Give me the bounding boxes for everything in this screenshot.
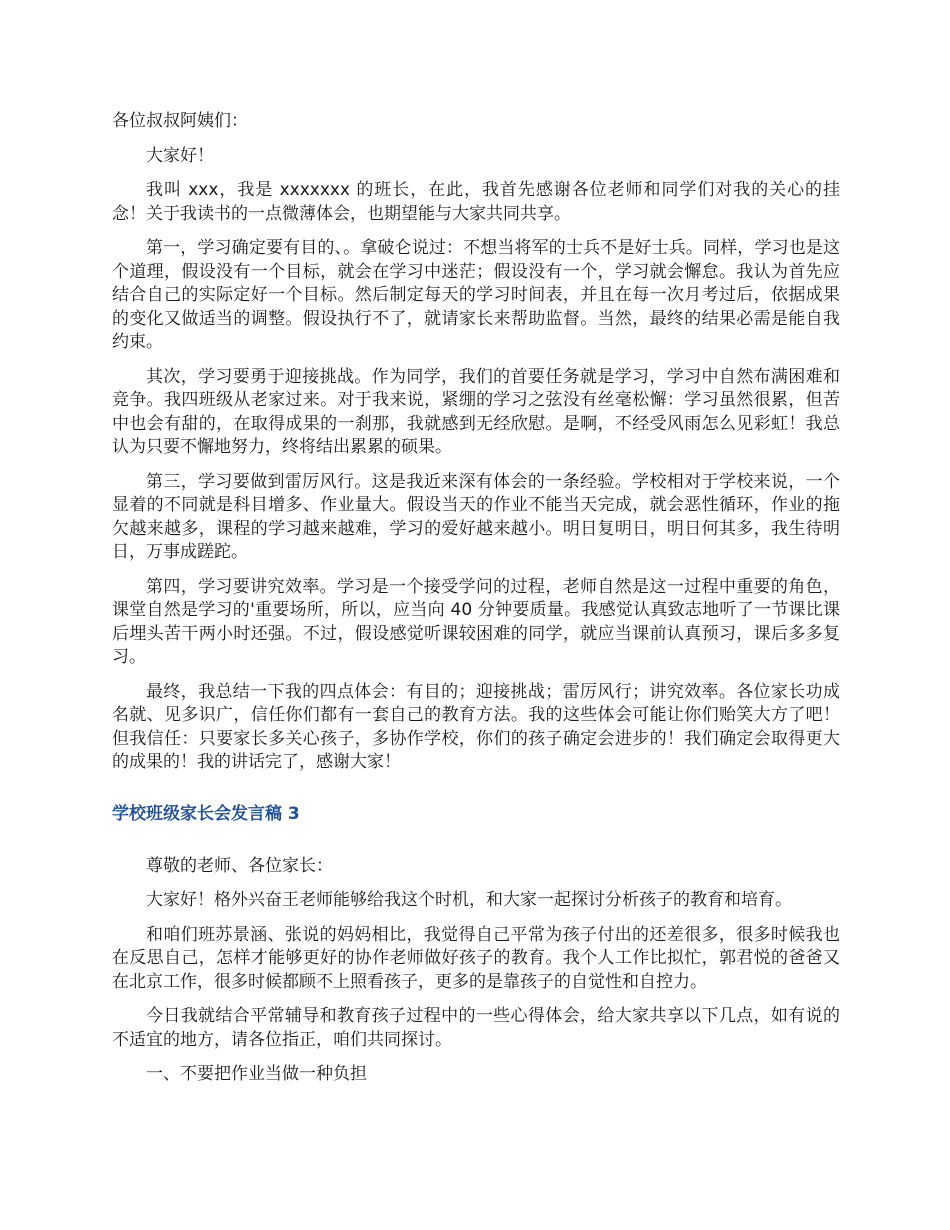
paragraph: 今日我就结合平常辅导和教育孩子过程中的一些心得体会，给大家共享以下几点，如有说的不适宜的地方，请各位指正，咱们共同探讨。 [112, 1006, 840, 1050]
paragraph: 尊敬的老师、各位家长： [146, 855, 333, 876]
paragraph: 我叫 xxx，我是 xxxxxxx 的班长，在此，我首先感谢各位老师和同学们对我的关心的挂念！关于我读书的一点微薄体会，也期望能与大家共同共享。 [112, 180, 840, 224]
paragraph: 第四，学习要讲究效率。学习是一个接受学问的过程，老师自然是这一过程中重要的角色，课堂自然是学习的'重要场所，所以，应当向 40 分钟要质量。我感觉认真致志地听了一节课比课后埋头苦干两小时还强。不过，假设感觉听课较困难的同学，就应当课前认真预习，课后多多复习。 [112, 576, 840, 667]
paragraph: 最终，我总结一下我的四点体会：有目的；迎接挑战；雷厉风行；讲究效率。各位家长功成名就、见多识广，信任你们都有一套自己的教育方法。我的这些体会可能让你们贻笑大方了吧！但我信任：只要家长多关心孩子，多协作学校，你们的孩子确定会进步的！我们确定会取得更大的成果的！我的讲话完了，感谢大家！ [112, 681, 840, 772]
section-heading: 学校班级家长会发言稿 3 [112, 803, 300, 824]
paragraph: 和咱们班苏景涵、张说的妈妈相比，我觉得自己平常为孩子付出的还差很多，很多时候我也在反思自己，怎样才能够更好的协作老师做好孩子的教育。我个人工作比拟忙，郭君悦的爸爸又在北京工作，很多时候都顾不上照看孩子，更多的是靠孩子的自觉性和自控力。 [112, 924, 840, 992]
paragraph: 第一，学习确定要有目的、。拿破仑说过：不想当将军的士兵不是好士兵。同样，学习也是这个道理，假设没有一个目标，就会在学习中迷茫；假设没有一个，学习就会懈怠。我认为首先应结合自己的实际定好一个目标。然后制定每天的学习时间表，并且在每一次月考过后，依据成果的变化又做适当的调整。假设执行不了，就请家长来帮助监督。当然，最终的结果必需是能自我约束。 [112, 238, 840, 352]
paragraph: 大家好！ [146, 145, 214, 166]
salutation: 各位叔叔阿姨们： [112, 111, 248, 131]
paragraph: 大家好！格外兴奋王老师能够给我这个时机，和大家一起探讨分析孩子的教育和培育。 [146, 890, 792, 910]
paragraph: 第三，学习要做到雷厉风行。这是我近来深有体会的一条经验。学校相对于学校来说，一个显着的不同就是科目增多、作业量大。假设当天的作业不能当天完成，就会恶性循环，作业的拖欠越来越多，课程的学习越来越难，学习的爱好越来越小。明日复明日，明日何其多，我生待明日，万事成蹉跎。 [112, 471, 840, 562]
document-page [112, 110, 840, 1098]
paragraph: 其次，学习要勇于迎接挑战。作为同学，我们的首要任务就是学习，学习中自然布满困难和竞争。我四班级从老家过来。对于我来说，紧绷的学习之弦没有丝毫松懈：学习虽然很累，但苦中也会有甜的，在取得成果的一刹那，我就感到无经欣慰。是啊，不经受风雨怎么见彩虹！我总认为只要不懈地努力，终将结出累累的硕果。 [112, 366, 840, 457]
paragraph: 一、不要把作业当做一种负担 [146, 1064, 367, 1084]
